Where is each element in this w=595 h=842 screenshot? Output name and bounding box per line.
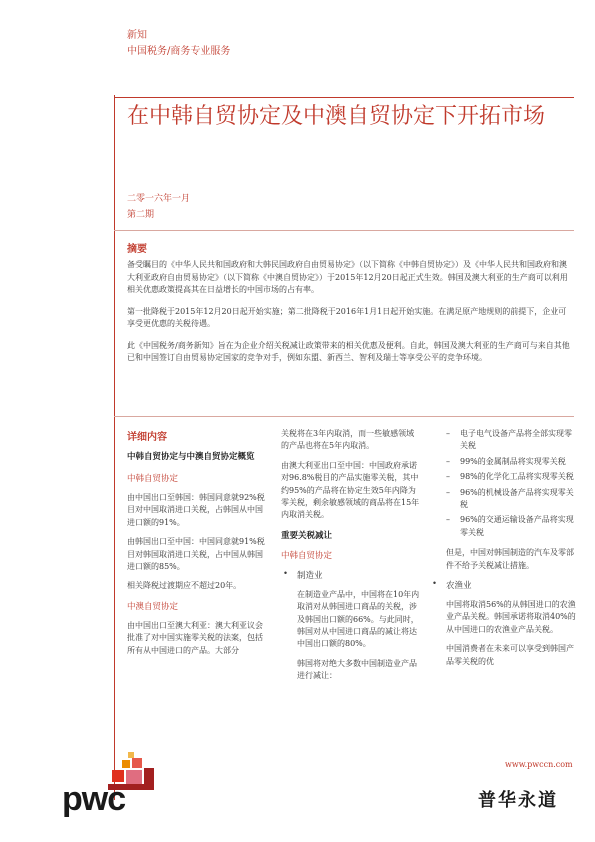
korea-tariff-list (430, 428, 578, 539)
au-continued-paragraph: 关税将在3年内取消，而一些敏感领域的产品也将在5年内取消。 (281, 429, 415, 451)
agri-label: 农渔业 (446, 581, 472, 592)
agri-bullet (430, 579, 578, 591)
list-item: – 96%的机械设备产品将实现零关税 (446, 487, 574, 510)
details-column-3 (430, 428, 578, 675)
accent-vertical-line (114, 95, 115, 800)
agri-paragraph-2: 中国消费者在未来可以享受到韩国产品零关税的优 (446, 644, 574, 666)
manufacturing-paragraph-2: 韩国将对绝大多数中国制造业产品进行减让： (297, 658, 417, 681)
details-heading: 详细内容 (127, 432, 167, 443)
pwc-logo-text: pwc (62, 780, 126, 818)
list-item: – 电子电气设备产品将全部实现零关税 (446, 429, 572, 451)
series-label: 新知 (127, 30, 147, 41)
manufacturing-bullet (281, 569, 421, 581)
header-divider (114, 97, 574, 98)
dept-label: 中国税务/商务专业服务 (127, 46, 231, 57)
summary-body (127, 259, 573, 365)
summary-paragraph: 备受瞩目的《中华人民共和国政府和大韩民国政府自由贸易协定》（以下简称《中韩自贸协定》）及《中华人民共和国政府和澳大利亚政府自由贸易协定》（以下简称《中澳自贸协定》）于2015年12月20日起正式生效。韩国及澳大利亚的生产商可以利用相关优惠政策提高其在日益增长的中国市场的占有率。 (127, 260, 568, 294)
details-divider (114, 416, 574, 417)
page-title: 在中韩自贸协定及中澳自贸协定下开拓市场 (127, 104, 546, 129)
bullet-dot: • (283, 568, 289, 579)
kr-import-paragraph: 由韩国出口至中国：中国同意就91%税目对韩国取消进口关税，占中国从韩国进口额的85%。 (127, 537, 265, 572)
details-column-2 (281, 428, 421, 690)
au-fta-label: 中澳自贸协定 (127, 601, 179, 612)
manufacturing-paragraph: 在制造业产品中，中国将在10年内取消对从韩国进口商品的关税，涉及韩国出口额的66%。与此同时，韩国对从中国进口商品的减让将达中国出口额的80%。 (297, 589, 420, 649)
kr-fta-label-2: 中韩自贸协定 (281, 550, 333, 561)
summary-paragraph: 此《中国税务/商务新知》旨在为企业介绍关税减让政策带来的相关优惠及便利。自此，韩国及澳大利亚的生产商可与来自其他已和中国签订自由贸易协定国家的竞争对手，例如东盟、新西兰、智利及瑞士等享受公平的竞争环境。 (127, 340, 570, 362)
summary-divider (114, 230, 574, 231)
kr-fta-label: 中韩自贸协定 (127, 474, 179, 484)
agri-paragraph: 中国将取消56%的从韩国进口的农渔业产品关税。韩国承诺将取消40%的从中国进口的农渔业产品关税。 (446, 600, 576, 634)
list-item: – 98%的化学化工品将实现零关税 (446, 472, 574, 482)
summary-heading: 摘要 (127, 244, 147, 255)
auto-exception-paragraph: 但是，中国对韩国制造的汽车及零部件不给予关税减让措施。 (446, 548, 574, 570)
brand-cn: 普华永道 (478, 790, 558, 811)
bullet-dot: • (432, 579, 438, 590)
overview-subheading: 中韩自贸协定与中澳自贸协定概览 (127, 452, 255, 462)
website-link[interactable]: www.pwccn.com (505, 760, 573, 769)
au-import-paragraph: 由澳大利亚出口至中国：中国政府承诺对96.8%税目的产品实施零关税，其中约95%的产品将在协定生效5年内降为零关税，剩余敏感领域的商品将在15年内取消关税。 (281, 460, 420, 520)
au-export-paragraph: 由中国出口至澳大利亚：澳大利亚议会批准了对中国实施零关税的法案，包括所有从中国进口的产品。大部分 (127, 620, 263, 655)
kr-transition-paragraph: 相关降税过渡期应不超过20年。 (127, 581, 242, 591)
details-column-1 (127, 428, 267, 664)
issue-number: 第二期 (127, 210, 155, 220)
tariff-subheading: 重要关税减让 (281, 530, 333, 541)
list-item: – 96%的交通运输设备产品将实现零关税 (446, 515, 574, 537)
kr-export-paragraph: 由中国出口至韩国：韩国同意就92%税目对中国取消进口关税，占韩国从中国进口额的91%。 (127, 493, 265, 527)
issue-date: 二零一六年一月 (127, 194, 191, 204)
manufacturing-label: 制造业 (297, 570, 323, 581)
summary-paragraph: 第一批降税于2015年12月20日起开始实施；第二批降税于2016年1月1日起开始实施。在满足原产地规则的前提下，企业可享受更优惠的关税待遇。 (127, 306, 567, 328)
list-item: – 99%的金属制品将实现零关税 (446, 456, 566, 466)
